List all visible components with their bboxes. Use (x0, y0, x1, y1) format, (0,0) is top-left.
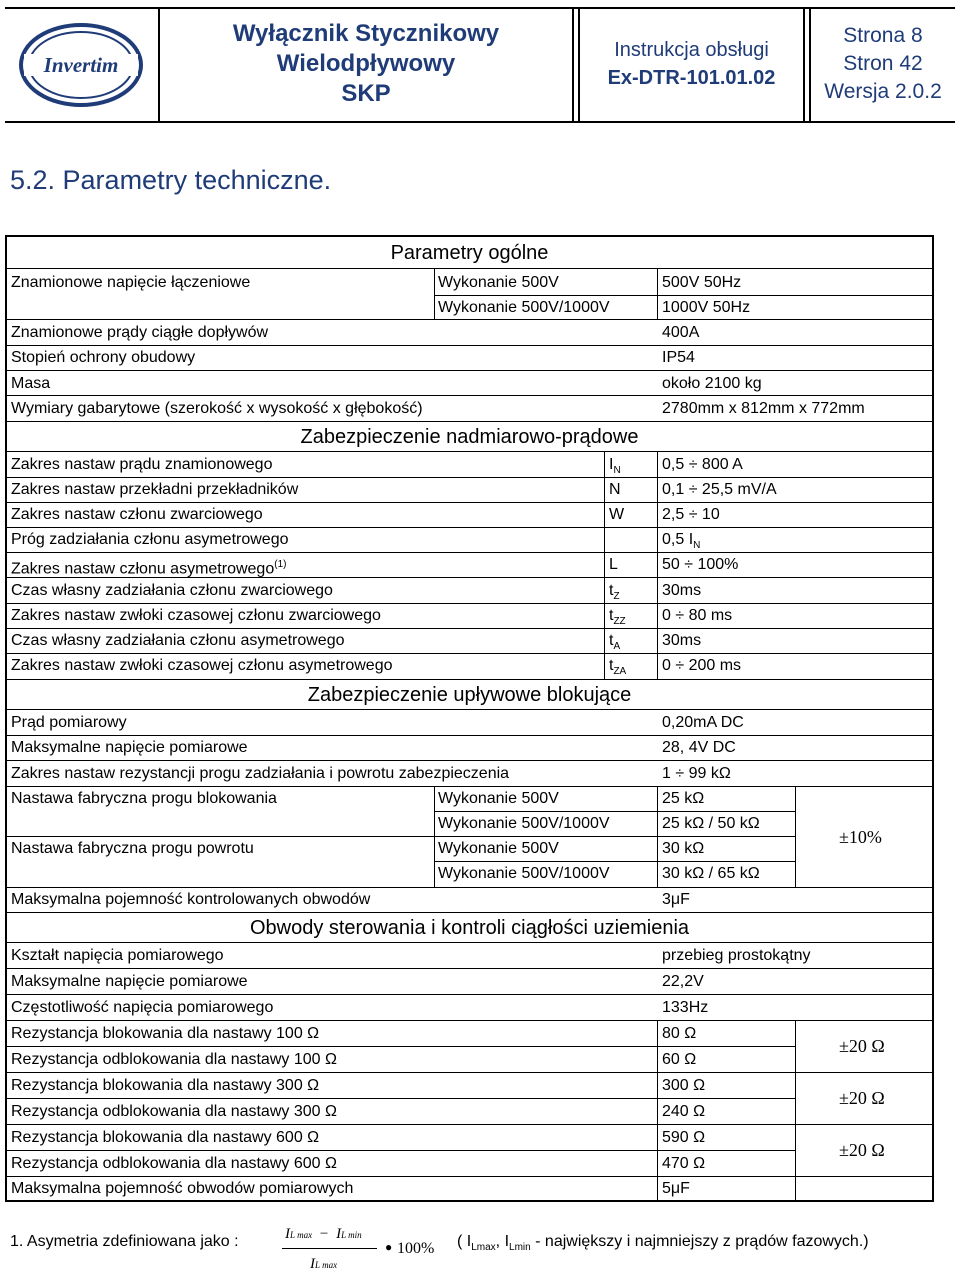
header-divider (803, 8, 805, 122)
tolerance-value: ±20 Ω (839, 1140, 885, 1160)
row-line (7, 709, 932, 710)
col-line (657, 1176, 658, 1200)
row-variant: Wykonanie 500V (438, 840, 559, 857)
row-variant: Wykonanie 500V (438, 790, 559, 807)
row-line (7, 603, 932, 604)
row-value: 30ms (662, 582, 702, 599)
row-value: 80 Ω (662, 1025, 697, 1042)
row-value: 0,1 ÷ 25,5 mV/A (662, 481, 777, 498)
row-label: Zakres nastaw prądu znamionowego (11, 456, 273, 473)
row-line (7, 1072, 932, 1073)
row-label: Maksymalna pojemność kontrolowanych obwodów (11, 891, 371, 908)
row-line (7, 968, 932, 969)
row-line (7, 1098, 795, 1099)
row-line (434, 811, 795, 812)
row-value: 5μF (662, 1180, 690, 1197)
row-value: 25 kΩ (662, 790, 705, 807)
row-variant: Wykonanie 500V/1000V (438, 299, 610, 316)
row-label: Maksymalna pojemność obwodów pomiarowych (11, 1180, 354, 1197)
footnote-text: 1. Asymetria zdefiniowana jako : (10, 1233, 239, 1250)
multiply-dot: ● (385, 1240, 393, 1254)
page-number: Strona 8 (843, 24, 923, 47)
row-value: 470 Ω (662, 1155, 706, 1172)
row-line (7, 345, 932, 346)
row-value: 30ms (662, 632, 702, 649)
company-logo (18, 22, 144, 108)
row-line (7, 679, 932, 680)
row-value: 0 ÷ 80 ms (662, 607, 733, 624)
page-count: Stron 42 (843, 52, 923, 75)
version: Wersja 2.0.2 (824, 80, 942, 103)
col-line (434, 786, 435, 887)
row-label: Zakres nastaw rezystancji progu zadziałania i powrotu zabezpieczenia (11, 765, 510, 782)
row-line (7, 527, 932, 528)
row-label: Kształt napięcia pomiarowego (11, 947, 224, 964)
row-value: 240 Ω (662, 1103, 706, 1120)
row-line (7, 735, 932, 736)
col-line (657, 268, 658, 319)
row-label: Czas własny zadziałania członu zwarciowego (11, 582, 333, 599)
row-line (7, 1046, 795, 1047)
row-label: Wymiary gabarytowe (szerokość x wysokość x głębokość) (11, 400, 423, 417)
row-line (7, 1150, 795, 1151)
footnote-explanation: ( $I_{Lmax}$, $I_{Lmin}$ - największy i najmniejszy z prądów fazowych.) (457, 1233, 869, 1254)
row-symbol: $t_{ZA}$ (609, 657, 627, 678)
row-value: 28, 4V DC (662, 739, 736, 756)
row-value: 400A (662, 324, 700, 341)
control-heading: Obwody sterowania i kontroli ciągłości uziemienia (249, 917, 690, 939)
row-label: Znamionowe prądy ciągłe dopływów (11, 324, 269, 341)
row-label: Rezystancja odblokowania dla nastawy 100 Ω (11, 1051, 337, 1068)
title-line: Wielodpływowy (276, 50, 456, 77)
row-line (7, 577, 932, 578)
row-value: 590 Ω (662, 1129, 706, 1146)
tolerance-value: ±20 Ω (839, 1036, 885, 1056)
row-value: 1000V 50Hz (662, 299, 751, 316)
row-value: 300 Ω (662, 1077, 706, 1094)
general-heading: Parametry ogólne (390, 242, 549, 264)
row-value: 1 ÷ 99 kΩ (662, 765, 731, 782)
row-line (7, 319, 932, 320)
row-line (7, 942, 932, 943)
row-label: Czas własny zadziałania członu asymetrowego (11, 632, 345, 649)
row-line (7, 912, 932, 913)
row-symbol: $t_{ZZ}$ (609, 607, 626, 628)
logo-text: Invertim (43, 53, 119, 77)
row-label: Zakres nastaw członu asymetrowego$^{(1)}$ (11, 559, 287, 578)
row-label: Nastawa fabryczna progu powrotu (11, 840, 254, 857)
row-value: 30 kΩ (662, 840, 705, 857)
row-symbol: N (609, 481, 621, 498)
row-line (7, 395, 932, 396)
row-line (7, 786, 932, 787)
row-value: 0 ÷ 200 ms (662, 657, 742, 674)
row-label: Nastawa fabryczna progu blokowania (11, 790, 277, 807)
row-label: Prąd pomiarowy (11, 714, 127, 731)
row-label: Rezystancja odblokowania dla nastawy 300 Ω (11, 1103, 337, 1120)
row-label: Częstotliwość napięcia pomiarowego (11, 999, 274, 1016)
row-value: 133Hz (662, 999, 709, 1016)
col-line (434, 268, 435, 319)
row-line (7, 994, 932, 995)
col-line (604, 451, 605, 679)
col-line (657, 1020, 658, 1176)
row-label: Rezystancja odblokowania dla nastawy 600 Ω (11, 1155, 337, 1172)
row-label: Próg zadziałania członu asymetrowego (11, 531, 289, 548)
title-line: SKP (341, 80, 391, 107)
page-info (811, 8, 955, 120)
row-line (7, 451, 932, 452)
row-value: około 2100 kg (662, 375, 762, 392)
row-symbol: W (609, 506, 625, 523)
row-value: 2,5 ÷ 10 (662, 506, 720, 523)
row-value: 0,5 ÷ 800 A (662, 456, 743, 473)
instruction-label: Instrukcja obsługi (614, 39, 769, 61)
col-line (795, 1176, 796, 1200)
row-label: Stopień ochrony obudowy (11, 349, 196, 366)
row-value: 50 ÷ 100% (662, 556, 739, 573)
row-label: Rezystancja blokowania dla nastawy 300 Ω (11, 1077, 320, 1094)
row-line (7, 836, 795, 837)
header-divider (572, 8, 574, 122)
row-value: IP54 (662, 349, 695, 366)
row-line (7, 1020, 932, 1021)
header-bottom-border (5, 121, 955, 123)
row-line (7, 887, 932, 888)
col-line (795, 1020, 796, 1176)
fraction-bar (282, 1248, 377, 1249)
row-line (7, 268, 932, 269)
document-code: Ex-DTR-101.01.02 (607, 67, 776, 89)
col-line (657, 786, 658, 887)
row-label: Maksymalne napięcie pomiarowe (11, 739, 248, 756)
instruction-info (580, 8, 803, 120)
row-line (7, 1124, 932, 1125)
row-label: Rezystancja blokowania dla nastawy 100 Ω (11, 1025, 320, 1042)
row-line (7, 421, 932, 422)
row-value: 0,20mA DC (662, 714, 744, 731)
row-value: 500V 50Hz (662, 274, 742, 291)
row-label: Zakres nastaw zwłoki czasowej członu asymetrowego (11, 657, 393, 674)
parameters-table (5, 235, 934, 1202)
formula-denominator: IL max (310, 1256, 338, 1272)
row-line (7, 1176, 932, 1177)
row-value: 2780mm x 812mm x 772mm (662, 400, 865, 417)
row-symbol: $t_Z$ (609, 582, 620, 603)
row-line (7, 502, 932, 503)
row-label: Znamionowe napięcie łączeniowe (11, 274, 251, 291)
formula-percent: 100% (397, 1240, 435, 1257)
row-line (434, 861, 795, 862)
row-label: Maksymalne napięcie pomiarowe (11, 973, 248, 990)
row-variant: Wykonanie 500V/1000V (438, 815, 610, 832)
row-line (7, 552, 932, 553)
row-variant: Wykonanie 500V/1000V (438, 865, 610, 882)
row-value: 25 kΩ / 50 kΩ (662, 815, 760, 832)
overcurrent-heading: Zabezpieczenie nadmiarowo-prądowe (300, 426, 639, 448)
row-label: Zakres nastaw członu zwarciowego (11, 506, 263, 523)
row-value: 0,5 $I_N$ (662, 531, 701, 552)
row-label: Zakres nastaw przekładni przekładników (11, 481, 299, 498)
row-line (7, 628, 932, 629)
row-value: 3μF (662, 891, 690, 908)
row-value: 30 kΩ / 65 kΩ (662, 865, 760, 882)
formula-numerator: IL max − IL min (285, 1226, 362, 1242)
row-line (7, 653, 932, 654)
col-line (657, 451, 658, 679)
row-value: 60 Ω (662, 1051, 697, 1068)
row-line (434, 295, 932, 296)
row-symbol: $I_N$ (609, 456, 621, 477)
document-title (160, 8, 572, 120)
row-value: 22,2V (662, 973, 704, 990)
row-symbol: $t_A$ (609, 632, 621, 653)
leakage-heading: Zabezpieczenie upływowe blokujące (307, 684, 632, 706)
row-line (7, 370, 932, 371)
row-line (7, 477, 932, 478)
tolerance-value: ±10% (839, 827, 882, 847)
title-line: Wyłącznik Stycznikowy (232, 20, 500, 47)
row-line (7, 760, 932, 761)
row-label: Masa (11, 375, 51, 392)
row-value: przebieg prostokątny (662, 947, 811, 964)
row-label: Zakres nastaw zwłoki czasowej członu zwarciowego (11, 607, 381, 624)
row-symbol: L (609, 556, 618, 573)
row-label: Rezystancja blokowania dla nastawy 600 Ω (11, 1129, 320, 1146)
section-title: 5.2. Parametry techniczne. (10, 165, 332, 195)
tolerance-value: ±20 Ω (839, 1088, 885, 1108)
col-line (795, 786, 796, 887)
row-variant: Wykonanie 500V (438, 274, 559, 291)
